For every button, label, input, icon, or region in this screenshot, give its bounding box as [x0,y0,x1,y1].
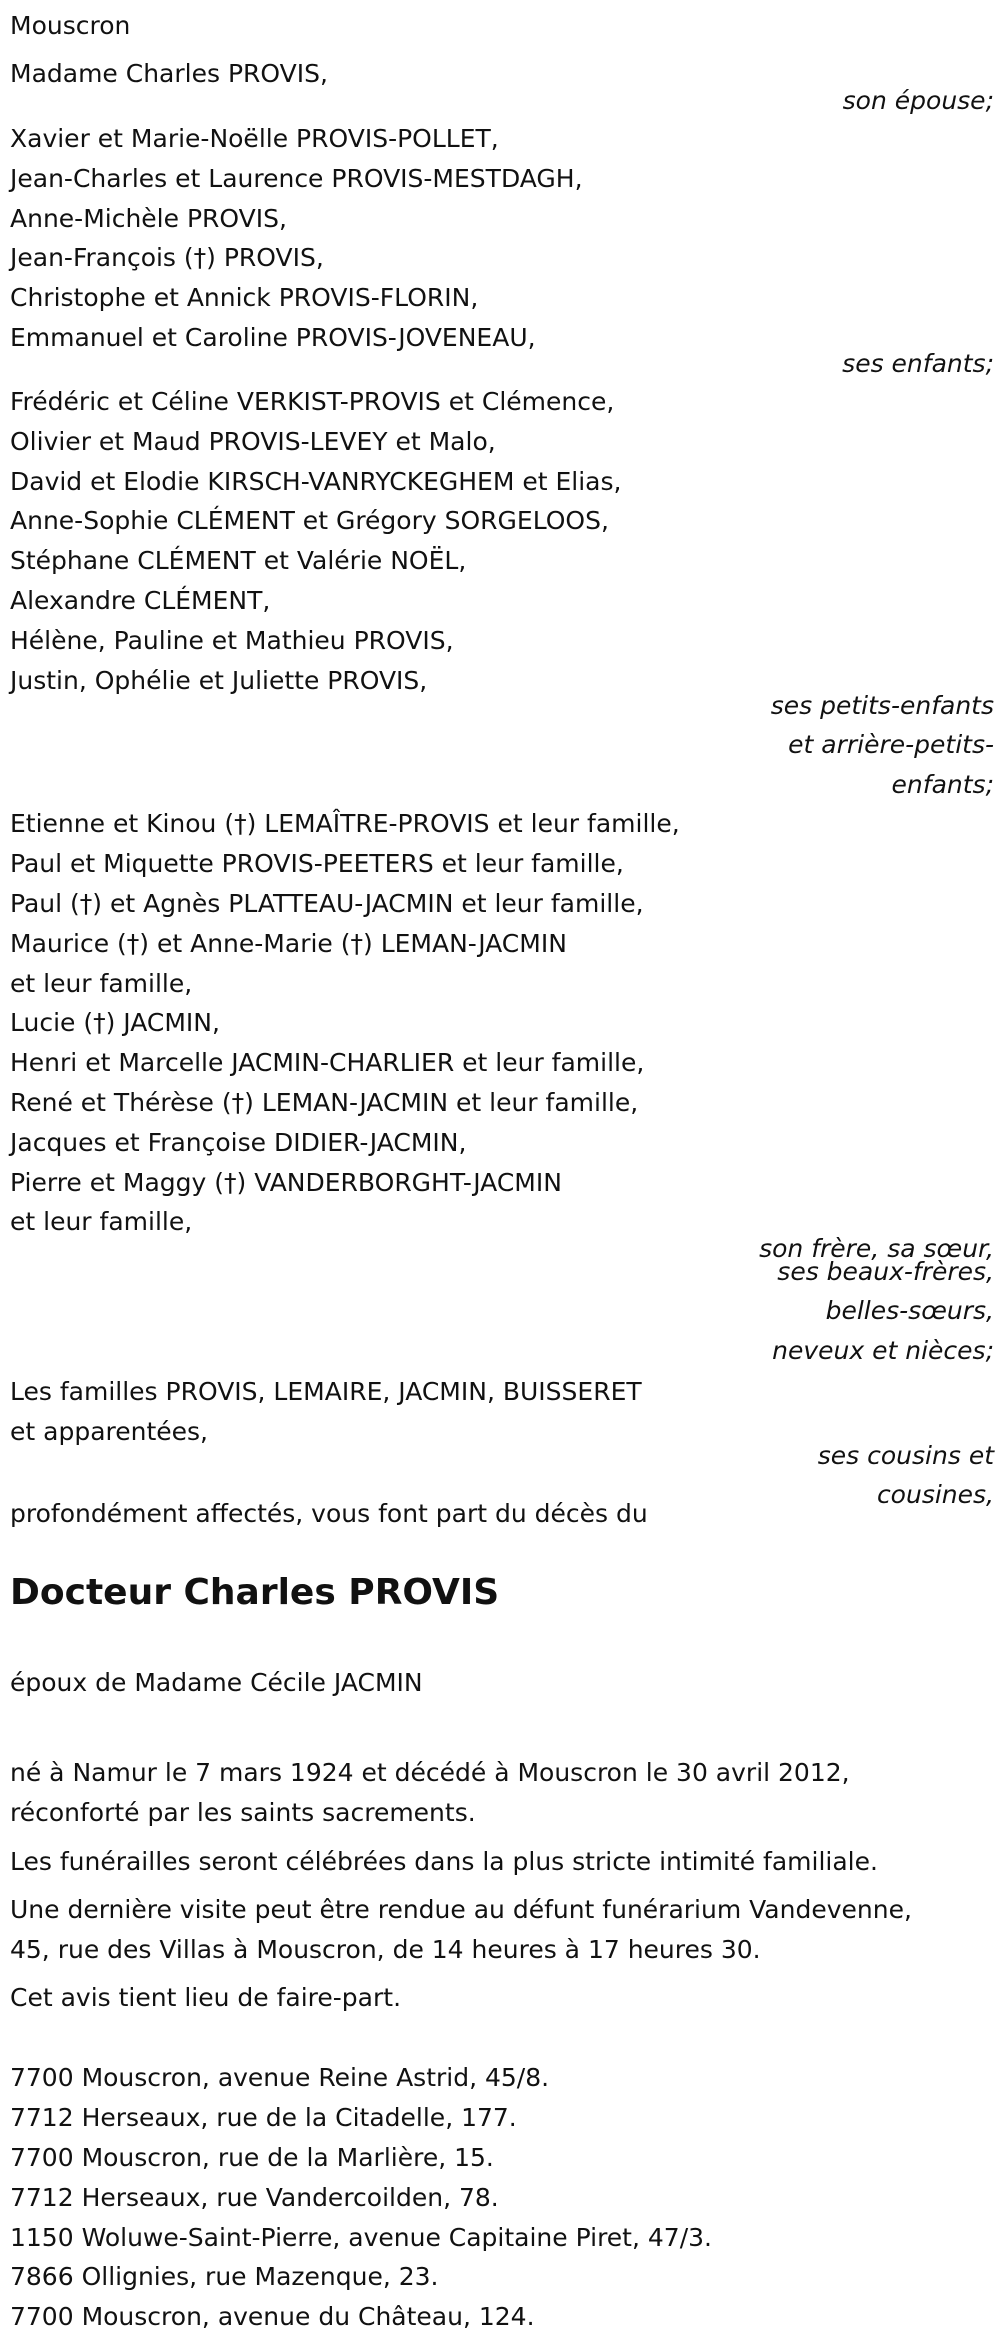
siblings-role-line: ses beaux-frères, [777,1257,994,1286]
address-line: 7712 Herseaux, rue de la Citadelle, 177. [10,2103,517,2132]
address-line: 7700 Mouscron, rue de la Marlière, 15. [10,2143,494,2172]
visit-line: 45, rue des Villas à Mouscron, de 14 heures à 17 heures 30. [10,1935,761,1964]
funeral-text: Les funérailles seront célébrées dans la plus stricte intimité familiale. [10,1847,878,1876]
grandchild-line: Alexandre CLÉMENT, [10,586,271,615]
child-line: Christophe et Annick PROVIS-FLORIN, [10,283,479,312]
spouse-line: époux de Madame Cécile JACMIN [10,1668,423,1697]
child-line: Jean-François (†) PROVIS, [10,243,324,272]
children-role: ses enfants; [842,349,994,378]
grandchild-line: David et Elodie KIRSCH-VANRYCKEGHEM et Elias, [10,467,622,496]
sibling-line: et leur famille, [10,969,193,998]
grandchild-line: Olivier et Maud PROVIS-LEVEY et Malo, [10,427,496,456]
grandchildren-role-line: et arrière-petits- [788,730,994,759]
birth-death-line: né à Namur le 7 mars 1924 et décédé à Mouscron le 30 avril 2012, [10,1758,850,1787]
sibling-line: Paul (†) et Agnès PLATTEAU-JACMIN et leur famille, [10,889,644,918]
address-line: 7712 Herseaux, rue Vandercoilden, 78. [10,2183,499,2212]
widow-name: Madame Charles PROVIS, [10,59,328,88]
grandchild-line: Anne-Sophie CLÉMENT et Grégory SORGELOOS, [10,506,609,535]
address-line: 1150 Woluwe-Saint-Pierre, avenue Capitaine Piret, 47/3. [10,2223,712,2252]
grandchild-line: Justin, Ophélie et Juliette PROVIS, [10,666,428,695]
cousins-line: et apparentées, [10,1417,208,1446]
location-header: Mouscron [10,11,131,40]
birth-death-line: réconforté par les saints sacrements. [10,1798,476,1827]
sibling-line: Lucie (†) JACMIN, [10,1008,220,1037]
grandchild-line: Frédéric et Céline VERKIST-PROVIS et Clémence, [10,387,615,416]
sibling-line: et leur famille, [10,1207,193,1236]
cousins-role-line: cousines, [876,1480,994,1509]
sibling-line: Pierre et Maggy (†) VANDERBORGHT-JACMIN [10,1168,562,1197]
child-line: Emmanuel et Caroline PROVIS-JOVENEAU, [10,323,536,352]
child-line: Anne-Michèle PROVIS, [10,204,287,233]
grandchild-line: Stéphane CLÉMENT et Valérie NOËL, [10,546,467,575]
child-line: Jean-Charles et Laurence PROVIS-MESTDAGH, [10,164,583,193]
cousins-line: Les familles PROVIS, LEMAIRE, JACMIN, BUISSERET [10,1377,642,1406]
cousins-role-line: ses cousins et [817,1441,994,1470]
widow-role: son épouse; [842,86,994,115]
deceased-name: Docteur Charles PROVIS [10,1572,500,1613]
sibling-line: Jacques et Françoise DIDIER-JACMIN, [10,1128,467,1157]
visit-line: Une dernière visite peut être rendue au défunt funérarium Vandevenne, [10,1895,912,1924]
siblings-role-line: belles-sœurs, [825,1296,994,1325]
child-line: Xavier et Marie-Noëlle PROVIS-POLLET, [10,124,499,153]
siblings-role-line: son frère, sa sœur, [759,1234,994,1263]
siblings-role-line: neveux et nièces; [772,1336,994,1365]
grandchildren-role-line: ses petits-enfants [770,691,994,720]
grandchild-line: Hélène, Pauline et Mathieu PROVIS, [10,626,454,655]
sibling-line: Paul et Miquette PROVIS-PEETERS et leur famille, [10,849,624,878]
sibling-line: René et Thérèse (†) LEMAN-JACMIN et leur famille, [10,1088,639,1117]
grandchildren-role-line: enfants; [891,770,994,799]
address-line: 7700 Mouscron, avenue Reine Astrid, 45/8. [10,2063,550,2092]
sibling-line: Etienne et Kinou (†) LEMAÎTRE-PROVIS et leur famille, [10,809,680,838]
address-line: 7866 Ollignies, rue Mazenque, 23. [10,2262,439,2291]
address-line: 7700 Mouscron, avenue du Château, 124. [10,2302,535,2331]
announcement-text: profondément affectés, vous font part du décès du [10,1499,648,1528]
sibling-line: Maurice (†) et Anne-Marie (†) LEMAN-JACMIN [10,929,567,958]
sibling-line: Henri et Marcelle JACMIN-CHARLIER et leur famille, [10,1048,645,1077]
notice-text: Cet avis tient lieu de faire-part. [10,1983,402,2012]
